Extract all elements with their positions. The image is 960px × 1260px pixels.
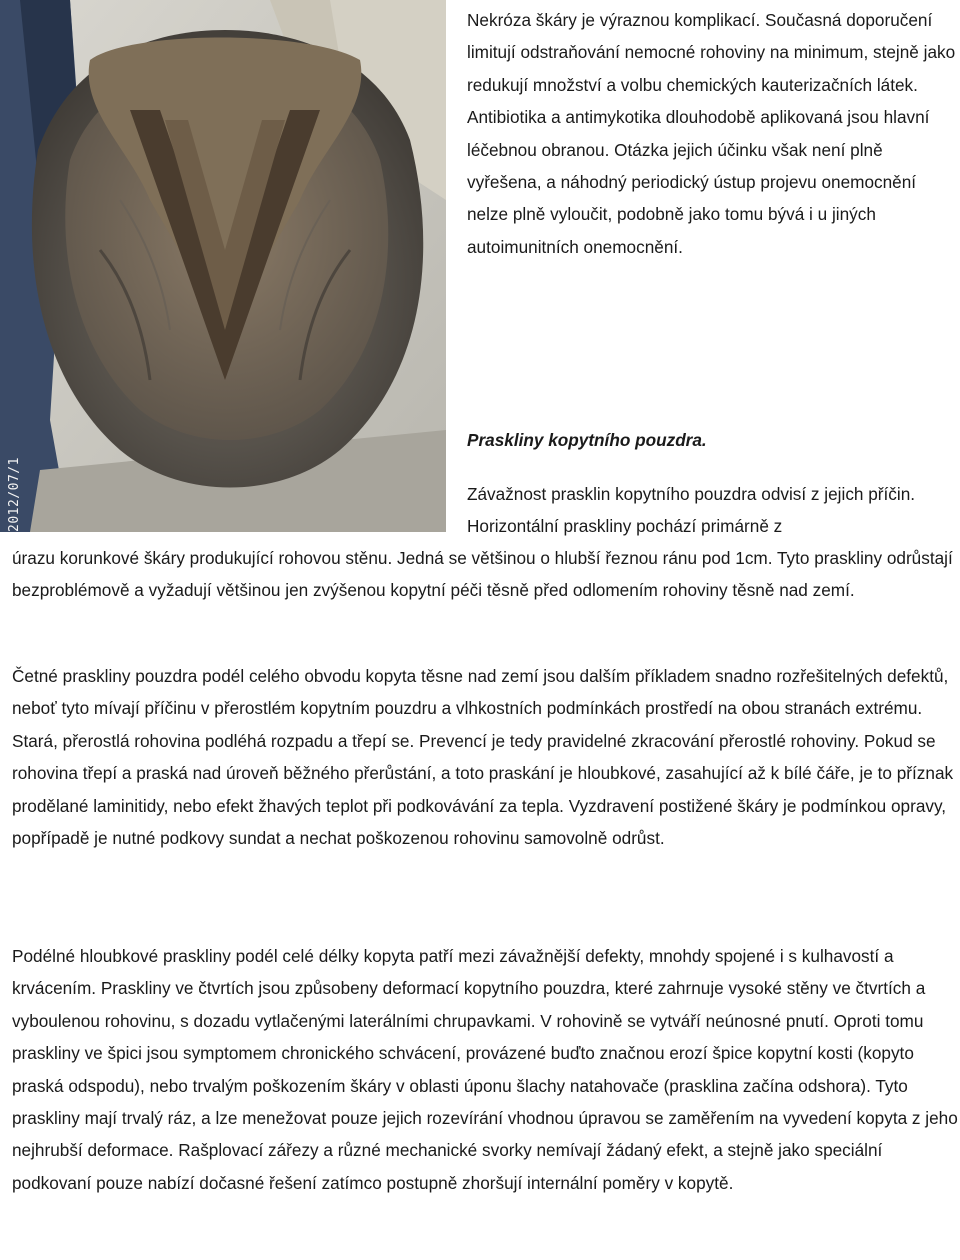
intro-paragraph: Nekróza škáry je výraznou komplikací. Současná doporučení limitují odstraňování nemocné rohoviny na minimum, stejně jako redukují množství a volbu chemických kauterizačních látek. Antibiotika a antimykotika dlouhodobě aplikovaná jsou hlavní léčebnou obranou. Otázka jejich účinku však není plně vyřešena, a náhodný periodický ústup projevu onemocnění nelze plně vyloučit, podobně jako tomu bývá i u jiných autoimunitních onemocnění. — [467, 10, 956, 257]
hoof-photo — [0, 0, 446, 532]
paragraph-2: Četné praskliny pouzdra podél celého obvodu kopyta těsne nad zemí jsou dalším příkladem snadno rozřešitelných defektů, neboť tyto mívají příčinu v přerostlém kopytním pouzdru a vlhkostních podmínkách prostředí na obou stranách extrému. Stará, přerostlá rohovina podléhá rozpadu a třepí se. Prevencí je tedy pravidelné zkracování přerostlé rohoviny. Pokud se rohovina třepí a praská nad úroveň běžného přerůstání, a toto praskání je hloubkové, zasahující až k bílé čáře, je to příznak prodělané laminitidy, nebo efekt žhavých teplot při podkovávání za tepla. Vyzdravení postižené škáry je podmínkou opravy, popřípadě je nutné podkovy sundat a nechat poškozenou rohovinu samovolně odrůst. — [12, 666, 954, 849]
intro-column — [467, 4, 957, 263]
hoof-illustration — [0, 0, 446, 532]
photo-date-stamp: 2012/07/1 — [7, 457, 22, 532]
section-heading: Praskliny kopytního pouzdra. — [467, 430, 707, 450]
section-paragraph-rest: úrazu korunkové škáry produkující rohovou stěnu. Jedná se většinou o hlubší řeznou ránu pod 1cm. Tyto praskliny odrůstají bezproblémově a vyžadují většinou jen zvýšenou kopytní péči těsně před odlomením rohoviny těsně nad zemí. — [12, 548, 953, 601]
section-paragraph-lead: Závažnost prasklin kopytního pouzdra odvisí z jejich příčin. Horizontální praskliny pochází primárně z — [467, 484, 916, 537]
paragraph-3: Podélné hloubkové praskliny podél celé délky kopyta patří mezi závažnější defekty, mnohdy spojené i s kulhavostí a krvácením. Praskliny ve čtvrtích jsou způsobeny deformací kopytního pouzdra, které zahrnuje vysoké stěny ve čtvrtích a vyboulenou rohovinu, s dozadu vytlačenými laterálními chrupavkami. V rohovině se vytváří neúnosné pnutí. Oproti tomu praskliny ve špici jsou symptomem chronického schvácení, provázené buďto značnou erozí špice kopytní kosti (kopyto praská odspodu), nebo trvalým poškozením škáry v oblasti úponu šlachy natahovače (prasklina začína odshora). Tyto praskliny mají trvalý ráz, a lze menežovat pouze jejich rozevírání vhodnou úpravou se zaměřením na vyvedení kopyta z jeho nejhrubší deformace. Rašplovací zářezy a různé mechanické svorky nemívají žádaný efekt, a stejně jako speciální podkovaní pouze nabízí dočasné řešení zatímco postupně zhoršují internální poměry v kopytě. — [12, 946, 958, 1193]
